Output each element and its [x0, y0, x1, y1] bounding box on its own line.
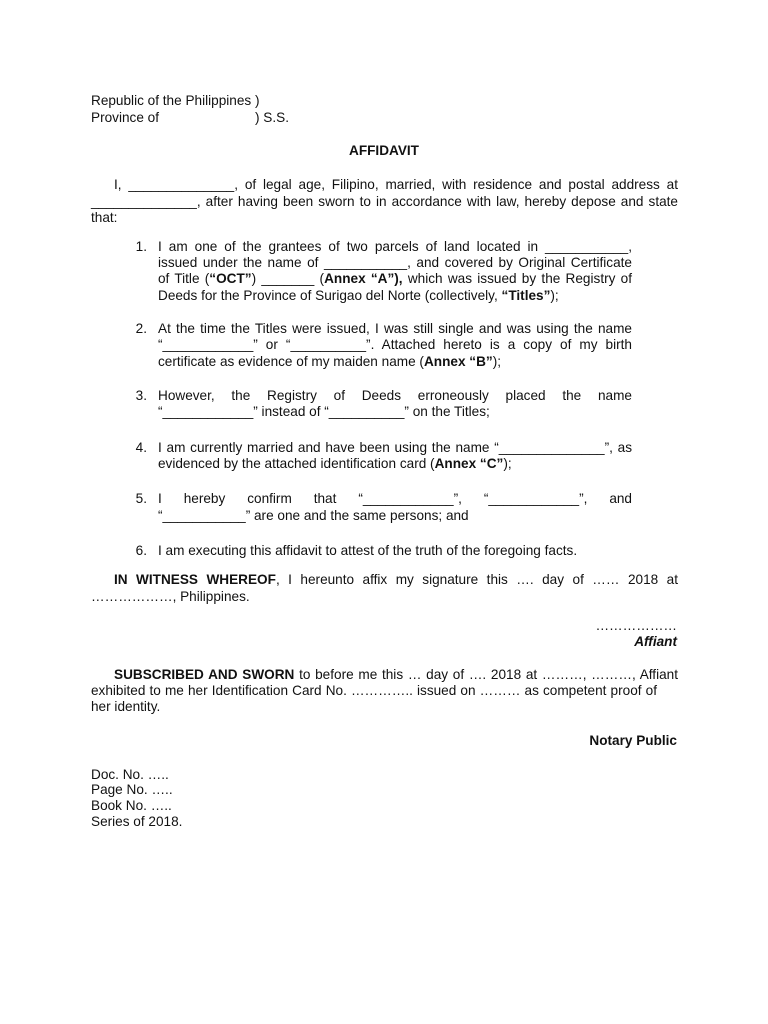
item-5-line-2: “___________” are one and the same persons; and: [158, 508, 469, 523]
item-3-number: 3.: [135, 388, 147, 403]
item-6-number: 6.: [135, 543, 147, 558]
witness-line-2: ………………, Philippines.: [91, 589, 250, 604]
header-province-label: Province of: [91, 110, 160, 125]
item-2-number: 2.: [135, 321, 147, 336]
document-title: AFFIDAVIT: [349, 143, 419, 158]
intro-line-1: I, ______________, of legal age, Filipino, married, with residence and postal address at: [114, 177, 678, 192]
affiant-signature-line: ………………: [595, 618, 677, 633]
footer-page-no: Page No. …..: [91, 782, 173, 797]
subscribed-line-2: exhibited to me her Identification Card No. ………….. issued on ……… as competent proof of: [91, 683, 657, 698]
item-2-line-3: certificate as evidence of my maiden name (Annex “B”);: [158, 354, 502, 369]
item-5-line-1: I hereby confirm that “____________”, “____________”, and: [158, 491, 632, 506]
affiant-label: Affiant: [634, 634, 677, 649]
item-3-line-1: However, the Registry of Deeds erroneously placed the name: [158, 388, 632, 403]
subscribed-line-3: her identity.: [91, 699, 161, 714]
item-1-line-1: I am one of the grantees of two parcels of land located in ___________,: [158, 239, 632, 254]
notary-public-label: Notary Public: [589, 733, 677, 748]
item-1-line-3: of Title (“OCT”) _______ (Annex “A”), which was issued by the Registry of: [158, 271, 632, 286]
item-2-line-2: “____________” or “__________”. Attached hereto is a copy of my birth: [158, 337, 632, 352]
item-6-line-1: I am executing this affidavit to attest of the truth of the foregoing facts.: [158, 543, 578, 558]
footer-book-no: Book No. …..: [91, 798, 172, 813]
item-4-number: 4.: [135, 440, 147, 455]
subscribed-line-1: SUBSCRIBED AND SWORN to before me this … day of …. 2018 at ………, ………, Affiant: [114, 667, 678, 682]
footer-doc-no: Doc. No. …..: [91, 767, 169, 782]
item-1-number: 1.: [135, 239, 147, 254]
header-republic: Republic of the Philippines ): [91, 93, 260, 108]
item-5-number: 5.: [135, 491, 147, 506]
witness-line-1: IN WITNESS WHEREOF, I hereunto affix my signature this …. day of …… 2018 at: [114, 572, 678, 587]
footer-series: Series of 2018.: [91, 814, 183, 829]
item-1-line-2: issued under the name of ___________, and covered by Original Certificate: [158, 255, 632, 270]
item-3-line-2: “____________” instead of “__________” on the Titles;: [158, 404, 490, 419]
intro-line-2: ______________, after having been sworn to in accordance with law, hereby depose and state: [91, 194, 678, 209]
header-province-ss: ) S.S.: [255, 110, 289, 125]
item-4-line-1: I am currently married and have been using the name “______________”, as: [158, 440, 632, 455]
intro-line-3: that:: [91, 210, 118, 225]
item-2-line-1: At the time the Titles were issued, I was still single and was using the name: [158, 321, 632, 336]
item-4-line-2: evidenced by the attached identification card (Annex “C”);: [158, 456, 512, 471]
item-1-line-4: Deeds for the Province of Surigao del Norte (collectively, “Titles”);: [158, 288, 559, 303]
